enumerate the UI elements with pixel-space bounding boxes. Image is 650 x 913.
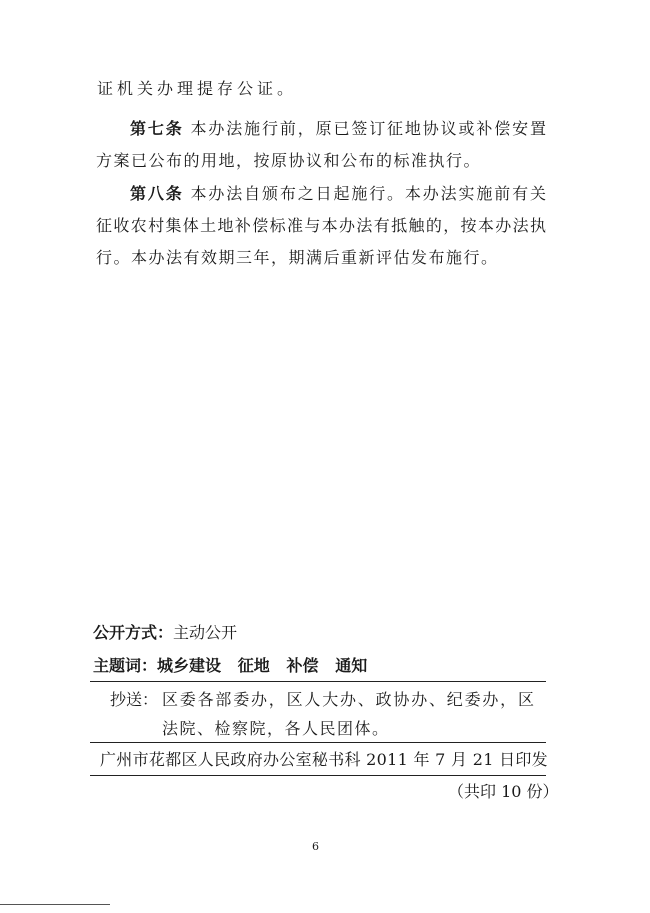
- keyword: 征地: [237, 656, 270, 675]
- cc-line-2: 法院、检察院，各人民团体。: [162, 719, 390, 738]
- article-8-title: 第八条: [130, 184, 184, 203]
- article-8-line-2: 征收农村集体土地补偿标准与本办法有抵触的，按本办法执: [96, 216, 546, 235]
- continued-text: 证机关办理提存公证。: [97, 79, 298, 98]
- article-7-text: 本办法施行前，原已签订征地协议或补偿安置: [190, 119, 546, 138]
- article-8-line-3: 行。本办法有效期三年，期满后重新评估发布施行。: [96, 248, 499, 267]
- cc-label: 抄送：: [110, 690, 159, 709]
- disclosure-value: 主动公开: [173, 623, 238, 642]
- article-8-line-1: [130, 184, 546, 204]
- article-7-title: 第七条: [130, 119, 184, 138]
- copies-count: （共印 10 份）: [448, 782, 559, 801]
- keyword: 通知: [335, 656, 368, 675]
- article-8-text: 本办法自颁布之日起施行。本办法实施前有关: [190, 184, 546, 203]
- keyword: 补偿: [286, 656, 319, 675]
- scan-edge-line: [0, 904, 110, 905]
- issuer-line: 广州市花都区人民政府办公室秘书科 2011 年 7 月 21 日印发: [100, 750, 548, 769]
- keyword: 城乡建设: [157, 656, 222, 675]
- page-number: 6: [312, 840, 319, 853]
- divider: [90, 775, 546, 776]
- article-7-line-1: [130, 119, 546, 139]
- keywords-line: [93, 656, 367, 676]
- divider: [90, 742, 546, 743]
- disclosure-label: 公开方式：: [93, 623, 174, 642]
- cc-line-1: 区委各部委办，区人大办、政协办、纪委办，区: [162, 690, 534, 709]
- disclosure-line: [93, 623, 237, 643]
- article-7-line-2: 方案已公布的用地，按原协议和公布的标准执行。: [96, 151, 482, 170]
- divider: [90, 681, 546, 682]
- keywords-label: 主题词：: [93, 656, 158, 675]
